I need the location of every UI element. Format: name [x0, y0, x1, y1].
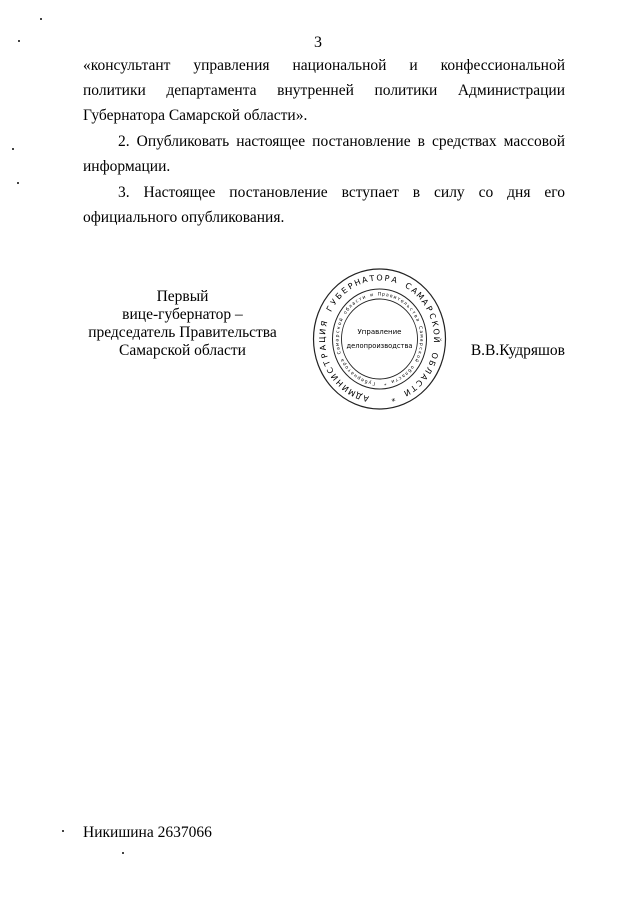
seal-letter: у [368, 379, 372, 385]
seal-letter: к [336, 325, 343, 330]
seal-letter: а [400, 372, 406, 379]
seal-letter: * [383, 379, 387, 386]
seal-letter: б [364, 377, 369, 384]
seal-letter: о [344, 364, 351, 370]
seal-letter: в [389, 293, 394, 300]
signatory-title-line: председатель Правительства [88, 324, 277, 341]
seal-letter: а [385, 293, 390, 299]
seal-letter: Л [423, 365, 434, 376]
seal-letter: с [335, 330, 342, 334]
seal-letter: о [337, 321, 344, 327]
seal-letter: и [390, 377, 395, 384]
seal-letter: Р [346, 281, 356, 292]
signatory-title-line: Самарской области [119, 342, 246, 359]
body-line: официального опубликования. [83, 209, 285, 226]
seal-center-line: Управление [357, 328, 402, 336]
seal-letter: А [318, 344, 328, 352]
seal-letter: Т [322, 359, 333, 368]
seal-letter: о [343, 310, 349, 316]
seal-letter: О [376, 273, 383, 283]
seal-letter: й [339, 317, 345, 323]
seal-letter: Т [408, 382, 418, 394]
seal-letter: р [342, 360, 348, 367]
seal-letter: и [392, 295, 398, 301]
seal-letter: Н [353, 277, 363, 289]
seal-letter: Р [384, 273, 390, 284]
seal-letter: И [329, 371, 341, 383]
seal-letter: Е [339, 285, 350, 296]
body-line: «консультант управления национальной и конфессиональной [83, 57, 565, 74]
seal-letter: а [340, 357, 346, 363]
seal-letter: с [397, 374, 403, 381]
seal-letter: с [407, 307, 414, 313]
seal-letter: К [429, 319, 440, 328]
seal-letter: а [417, 330, 424, 334]
signatory-title-line: Первый [156, 288, 209, 305]
body-line: политики департамента внутренней политики Администрации [83, 82, 565, 99]
seal-letter: л [402, 301, 408, 308]
seal-letter: т [347, 367, 353, 373]
seal-letter: Ц [317, 336, 328, 343]
seal-letter: М [414, 290, 426, 302]
seal-letter: м [418, 334, 424, 338]
seal-letter: И [402, 387, 412, 398]
seal-letter: м [335, 342, 341, 347]
seal-letter: а [350, 369, 356, 376]
seal-letter: е [360, 376, 366, 383]
page-number: 3 [314, 34, 322, 51]
seal-letter: А [390, 275, 399, 286]
official-seal [312, 268, 447, 410]
seal-inner-lettering [335, 290, 426, 387]
seal-letter: р [356, 374, 362, 381]
seal-letter: Т [368, 273, 376, 284]
seal-letter: о [408, 364, 415, 370]
seal-letter: А [362, 393, 370, 404]
body-line: Губернатора Самарской области». [83, 107, 308, 124]
seal-letter: Р [423, 304, 435, 314]
body-line: информации. [83, 158, 171, 175]
seal-letter: т [394, 376, 399, 383]
seal-letter: С [403, 280, 413, 292]
seal-center-line: делопроизводства [346, 342, 413, 350]
seal-letter: И [340, 382, 351, 394]
seal-letter: Б [426, 358, 438, 368]
seal-letter: р [381, 292, 386, 298]
seal-letter: С [416, 325, 423, 331]
seal-letter: с [354, 299, 360, 305]
seal-letter: А [419, 297, 431, 308]
seal-letter: в [412, 314, 419, 319]
seal-letter: и [369, 293, 374, 299]
seal-letter: О [431, 328, 441, 336]
seal-letter: Б [333, 291, 345, 302]
seal-letter: к [416, 350, 422, 355]
seal-letter: о [414, 353, 421, 359]
seal-letter: С [413, 377, 425, 389]
seal-letter: л [348, 304, 354, 310]
seal-letter: М [346, 386, 358, 399]
seal-letter: б [406, 367, 412, 373]
signatory-title [60, 288, 305, 360]
seal-letter: р [418, 342, 424, 347]
seal-letter: й [413, 357, 419, 363]
seal-letter: ь [405, 304, 411, 310]
seal-letter: л [403, 369, 409, 376]
seal-letter: а [418, 338, 424, 342]
signatory-title-line: вице-губернатор – [122, 306, 243, 323]
seal-letter: А [360, 275, 369, 286]
seal-letter: И [318, 328, 328, 336]
seal-letter: А [418, 371, 430, 382]
seal-letter: Д [354, 390, 364, 402]
seal-letter: а [351, 301, 357, 308]
seal-letter: б [345, 307, 352, 313]
seal-letter: Й [431, 336, 442, 343]
body-line: 2. Опубликовать настоящее постановление в средствах массовой [118, 133, 565, 150]
seal-inner-ring [342, 296, 418, 379]
seal-letter: П [377, 292, 382, 298]
seal-letter: А [409, 285, 420, 297]
seal-letter: Р [319, 352, 330, 360]
seal-letter: С [337, 350, 343, 355]
seal-letter: р [335, 334, 341, 338]
seal-outer-ring [314, 269, 446, 409]
seal-letter: О [429, 351, 440, 360]
seal-letter: и [361, 295, 367, 301]
seal-letter: * [390, 393, 397, 404]
seal-letter: н [353, 372, 359, 379]
seal-letter: Н [334, 377, 346, 389]
seal-letter: а [336, 346, 342, 351]
seal-letter: У [328, 297, 340, 307]
seal-letter: а [335, 338, 341, 342]
seal-letter: Я [319, 319, 330, 328]
seal-letter: а [414, 317, 420, 323]
executor-contact: Никишина 2637066 [83, 824, 212, 841]
seal-letter: Г [372, 379, 376, 386]
seal-letter: т [358, 296, 364, 303]
seal-letter: с [417, 346, 423, 351]
seal-letter: е [399, 298, 405, 305]
seal-letter: т [410, 310, 416, 316]
signatory-name: В.В.Кудряшов [470, 342, 565, 359]
seal-letter: С [325, 365, 336, 376]
body-line: 3. Настоящее постановление вступает в силу со дня его [118, 184, 565, 201]
seal-letter: С [427, 311, 438, 321]
seal-letter: т [395, 296, 401, 303]
seal-middle-ring [333, 289, 427, 389]
seal-letter: Г [324, 304, 336, 314]
